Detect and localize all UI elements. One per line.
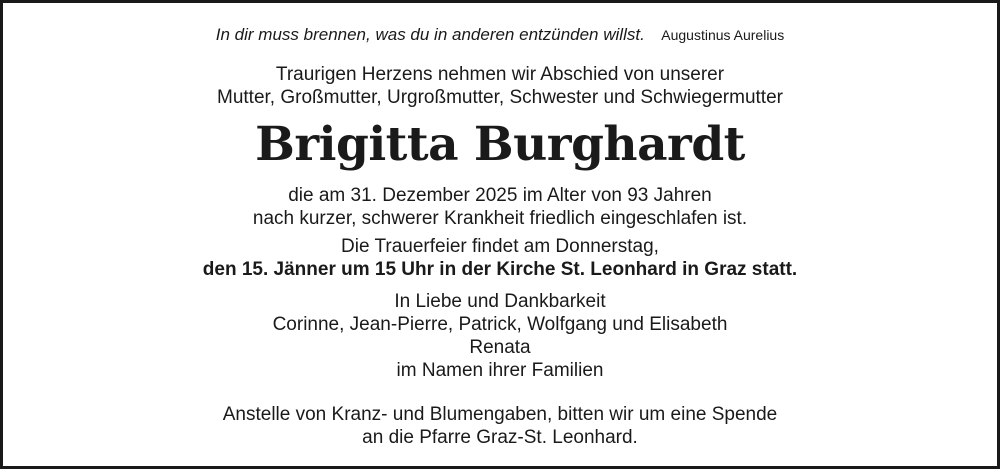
deceased-name: Brigitta Burghardt — [255, 117, 745, 172]
death-notice — [3, 184, 997, 230]
signers-name: Renata — [469, 337, 531, 358]
signers-closing: im Namen ihrer Familien — [396, 360, 604, 381]
epigraph — [3, 25, 997, 45]
signers-names: Corinne, Jean-Pierre, Patrick, Wolfgang und Elisabeth — [272, 314, 728, 335]
funeral-date-location: den 15. Jänner um 15 Uhr in der Kirche St. Leonhard in Graz statt. — [202, 259, 798, 280]
intro-line: Traurigen Herzens nehmen wir Abschied von unserer — [275, 64, 725, 85]
funeral-info — [3, 235, 997, 281]
funeral-line: Die Trauerfeier findet am Donnerstag, — [341, 236, 659, 257]
donation-line: Anstelle von Kranz- und Blumengaben, bitten wir um eine Spende — [222, 404, 778, 425]
signers — [3, 290, 997, 382]
death-notice-line: die am 31. Dezember 2025 im Alter von 93 Jahren — [288, 185, 712, 206]
intro-line: Mutter, Großmutter, Urgroßmutter, Schwester und Schwiegermutter — [217, 87, 783, 108]
epigraph-author: Augustinus Aurelius — [661, 27, 785, 43]
signers-greeting: In Liebe und Dankbarkeit — [394, 291, 606, 312]
donation-request — [3, 403, 997, 449]
epigraph-quote: In dir muss brennen, was du in anderen entzünden willst. — [215, 25, 645, 44]
death-notice-line: nach kurzer, schwerer Krankheit friedlich eingeschlafen ist. — [252, 208, 748, 229]
intro-text — [3, 63, 997, 109]
donation-line: an die Pfarre Graz-St. Leonhard. — [362, 427, 638, 448]
